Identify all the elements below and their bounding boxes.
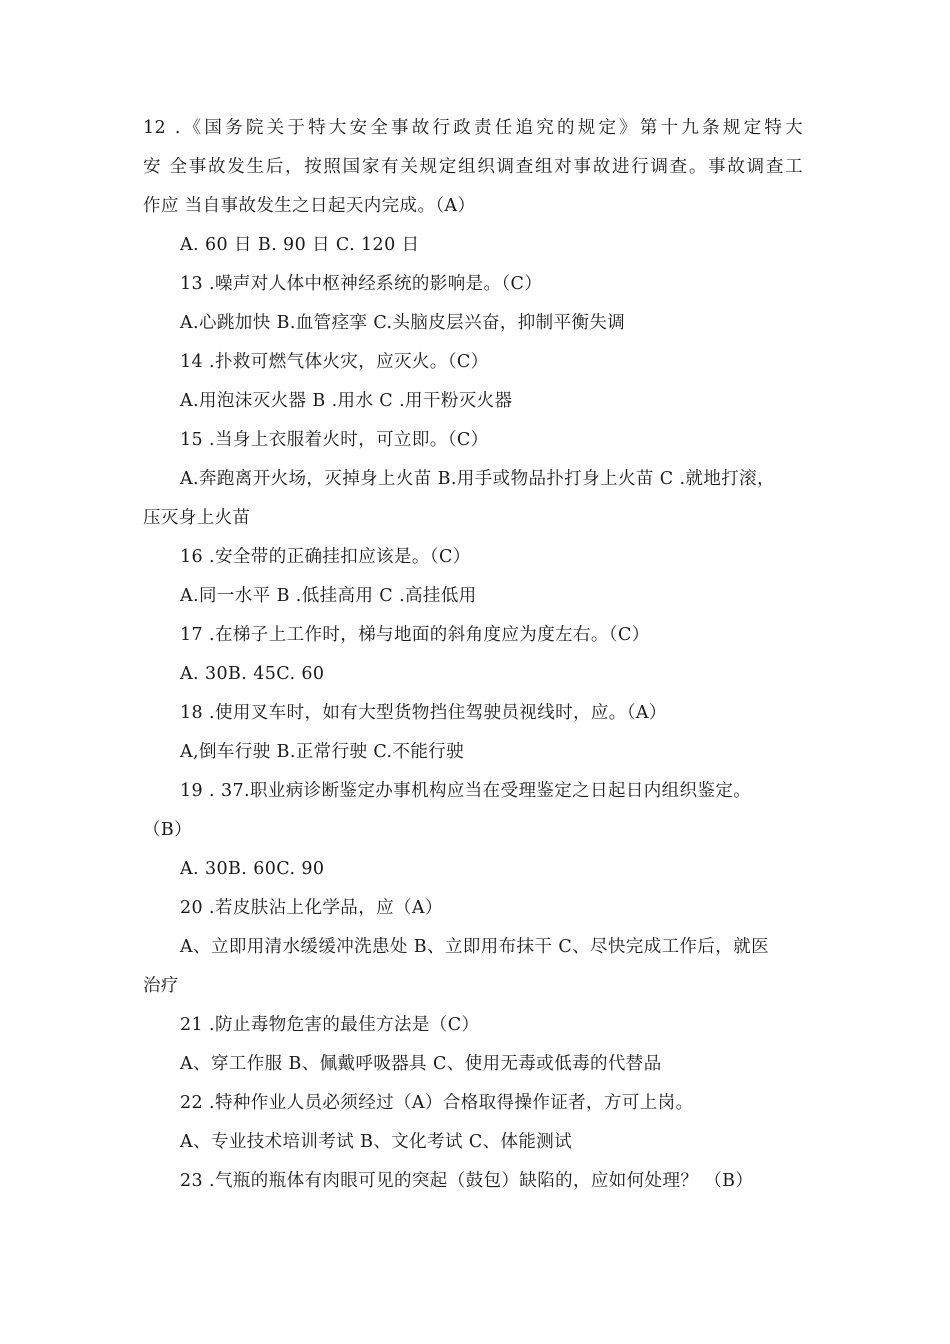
question-23: 23 .气瓶的瓶体有肉眼可见的突起（鼓包）缺陷的，应如何处理？ （B）: [180, 1171, 754, 1191]
question-22-options: A、专业技术培训考试 B、文化考试 C、体能测试: [180, 1132, 573, 1152]
question-20-options-line-1: A、立即用清水缓缓冲洗患处 B、立即用布抹干 C、尽快完成工作后，就医: [180, 937, 770, 957]
question-17: 17 .在梯子上工作时，梯与地面的斜角度应为度左右。（C）: [180, 625, 650, 645]
question-12-line-3: 作应 当自事故发生之日起天内完成。（A）: [143, 196, 476, 216]
question-21: 21 .防止毒物危害的最佳方法是（C）: [180, 1015, 480, 1035]
question-15-options-line-2: 压灭身上火苗: [143, 508, 251, 528]
question-15: 15 .当身上衣服着火时，可立即。（C）: [180, 430, 489, 450]
question-12-line-1: 12 .《国务院关于特大安全事故行政责任追究的规定》第十九条规定特大: [143, 118, 803, 138]
question-15-options-line-1: A.奔跑离开火场，灭掉身上火苗 B.用手或物品扑打身上火苗 C .就地打滚，: [180, 469, 775, 489]
question-12-line-2: 安 全事故发生后，按照国家有关规定组织调查组对事故进行调查。事故调查工: [143, 157, 803, 177]
question-19-options: A. 30B. 60C. 90: [180, 859, 325, 879]
question-20-options-line-2: 治疗: [143, 976, 179, 996]
question-18: 18 .使用叉车时，如有大型货物挡住驾驶员视线时，应。（A）: [180, 703, 667, 723]
question-13-options: A.心跳加快 B.血管痉挛 C.头脑皮层兴奋，抑制平衡失调: [180, 313, 626, 333]
question-20: 20 .若皮肤沾上化学品，应（A）: [180, 898, 443, 918]
question-12-options: A. 60 日 B. 90 日 C. 120 日: [180, 235, 420, 255]
question-22: 22 .特种作业人员必须经过（A）合格取得操作证者，方可上岗。: [180, 1093, 694, 1113]
question-14: 14 .扑救可燃气体火灾，应灭火。（C）: [180, 352, 489, 372]
question-19: 19 . 37.职业病诊断鉴定办事机构应当在受理鉴定之日起日内组织鉴定。: [180, 781, 752, 801]
question-21-options: A、穿工作服 B、佩戴呼吸器具 C、使用无毒或低毒的代替品: [180, 1054, 662, 1074]
question-16-options: A.同一水平 B .低挂高用 C .高挂低用: [180, 586, 477, 606]
question-14-options: A.用泡沫灭火器 B .用水 C .用干粉灭火器: [180, 391, 513, 411]
question-17-options: A. 30B. 45C. 60: [180, 664, 325, 684]
question-19-answer: （B）: [143, 820, 193, 840]
question-13: 13 .噪声对人体中枢神经系统的影响是。（C）: [180, 274, 543, 294]
question-16: 16 .安全带的正确挂扣应该是。（C）: [180, 547, 471, 567]
question-18-options: A,倒车行驶 B.正常行驶 C.不能行驶: [180, 742, 465, 762]
